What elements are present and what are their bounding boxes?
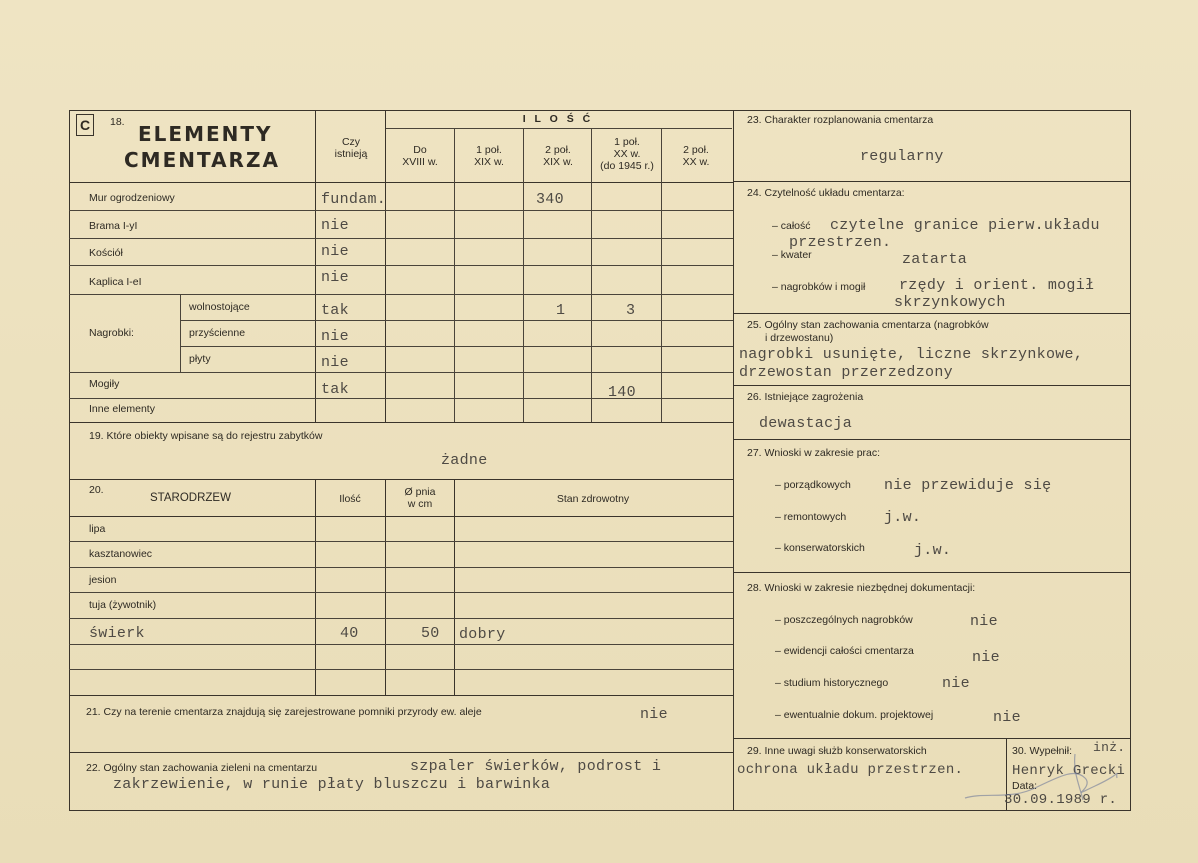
q26-bottom-line: [733, 439, 1130, 440]
field-number: 18.: [110, 116, 125, 128]
nagrobki-sub-divider: [180, 294, 181, 372]
q19-bottom-line: [69, 479, 733, 480]
q24-bottom-line: [733, 313, 1130, 314]
nagrobki-sub-label: przyścienne: [189, 327, 246, 339]
q21-bottom-line: [69, 752, 733, 753]
q22-answer-line2: zakrzewienie, w runie płaty bluszczu i barwinka: [113, 776, 551, 793]
element-label: Kaplica I-eI: [89, 276, 142, 288]
q24-label: 24. Czytelność układu cmentarza:: [747, 187, 905, 199]
q26-answer: dewastacja: [759, 415, 853, 432]
row-line: [69, 567, 733, 568]
q28-item-label: – ewentualnie dokum. projektowej: [775, 709, 934, 721]
q27-remontowych-label: – remontowych: [775, 511, 847, 523]
q27-konserwatorskich: j.w.: [914, 542, 952, 559]
q24-nagrobkow-label: – nagrobków i mogił: [772, 281, 866, 293]
row-line: [180, 320, 733, 321]
q23-bottom-line: [733, 181, 1130, 182]
row-line: [69, 210, 733, 211]
element-label: Mogiły: [89, 378, 120, 390]
signature-scribble: [955, 748, 1125, 812]
starodrzew-col-ilosc: Ilość: [339, 493, 361, 505]
starodrzew-col-line: [315, 479, 316, 695]
q28-item-answer: nie: [972, 649, 1000, 666]
nagrobki-sub-label: płyty: [189, 353, 211, 365]
starodrzew-bottom-line: [69, 695, 733, 696]
q25-answer-line2: drzewostan przerzedzony: [739, 364, 953, 381]
row-line: [69, 644, 733, 645]
q28-item-answer: nie: [970, 613, 998, 630]
tree-label: jesion: [89, 574, 117, 586]
col-line-1pol-xix: [454, 128, 455, 422]
element-label: Brama I-yI: [89, 220, 138, 232]
q30-date-label: Data:: [1012, 780, 1038, 792]
col-line-2pol-xix: [523, 128, 524, 422]
exists-value: tak: [321, 302, 349, 319]
exists-value: nie: [321, 269, 349, 286]
q28-item-label: – studium historycznego: [775, 677, 889, 689]
period-value: 3: [626, 302, 636, 319]
row-line: [180, 346, 733, 347]
q27-label: 27. Wnioski w zakresie prac:: [747, 447, 881, 459]
q24-calosc-line1: czytelne granice pierw.układu: [830, 217, 1100, 234]
q24-kwater-label: – kwater: [772, 249, 812, 261]
ilosc-underline: [386, 128, 732, 129]
row-line: [69, 238, 733, 239]
frame-top: [69, 110, 1131, 111]
q21-label: 21. Czy na terenie cmentarza znajdują się zarejestrowane pomniki przyrody ew. aleje: [86, 706, 482, 718]
starodrzew-header-line: [69, 516, 733, 517]
q29-label: 29. Inne uwagi służb konserwatorskich: [747, 745, 927, 757]
q28-bottom-line: [733, 738, 1130, 739]
period-header-2pol-xx: 2 poł. XX w.: [682, 144, 710, 168]
q22-answer-line1: szpaler świerków, podrost i: [410, 758, 662, 775]
header-bottom-line: [69, 182, 733, 183]
q23-label: 23. Charakter rozplanowania cmentarza: [747, 114, 934, 126]
q19-answer: żadne: [441, 452, 488, 469]
row-line: [69, 592, 733, 593]
row-line: [69, 541, 733, 542]
row-line: [69, 265, 733, 266]
period-header-2pol-xix: 2 poł. XIX w.: [543, 144, 573, 168]
period-value: 140: [608, 384, 636, 401]
q28-item-answer: nie: [942, 675, 970, 692]
q30-date: 30.09.1989 r.: [1004, 792, 1118, 808]
q23-answer: regularny: [860, 148, 944, 165]
q24-calosc-line2: przestrzen.: [789, 234, 892, 251]
q30-title: inż.: [1093, 740, 1126, 755]
col-line-exists: [315, 110, 316, 422]
exists-value: nie: [321, 243, 349, 260]
title-line2: CMENTARZA: [124, 148, 280, 172]
starodrzew-col-line: [385, 479, 386, 695]
period-header-1pol-xix: 1 poł. XIX w.: [474, 144, 504, 168]
period-header-1pol-xx: 1 poł. XX w. (do 1945 r.): [600, 136, 654, 172]
q25-answer-line1: nagrobki usunięte, liczne skrzynkowe,: [739, 346, 1084, 363]
q21-answer: nie: [640, 706, 668, 723]
exists-column-header: Czy istnieją: [334, 136, 368, 160]
q24-nagrobkow-line2: skrzynkowych: [894, 294, 1006, 311]
element-label: Mur ogrodzeniowy: [89, 192, 175, 204]
q28-item-label: – ewidencji całości cmentarza: [775, 645, 914, 657]
nagrobki-sub-label: wolnostojące: [189, 301, 250, 313]
q29-answer: ochrona układu przestrzen.: [737, 762, 964, 778]
starodrzew-col-line: [454, 479, 455, 695]
starodrzew-number: 20.: [89, 484, 104, 496]
tree-stan: dobry: [459, 626, 506, 643]
row-line: [69, 618, 733, 619]
nagrobki-label: Nagrobki:: [89, 327, 134, 339]
q27-konserwatorskich-label: – konserwatorskich: [775, 542, 865, 554]
q24-calosc-label: – całość: [772, 220, 811, 232]
element-label: Kościół: [89, 247, 123, 259]
period-value: 340: [536, 191, 564, 208]
q27-porzadkowych: nie przewiduje się: [884, 477, 1052, 494]
q30-name: Henryk Grecki: [1012, 763, 1126, 779]
q27-bottom-line: [733, 572, 1130, 573]
tree-pnia: 50: [421, 625, 440, 642]
exists-value: tak: [321, 381, 349, 398]
row-line: [69, 294, 733, 295]
column-divider: [733, 110, 734, 810]
q25-label-line2: i drzewostanu): [765, 332, 834, 344]
frame-left: [69, 110, 70, 810]
ilosc-header: I L O Ś Ć: [522, 113, 594, 125]
q26-label: 26. Istniejące zagrożenia: [747, 391, 864, 403]
frame-right: [1130, 110, 1131, 810]
q28-item-label: – poszczególnych nagrobków: [775, 614, 913, 626]
title-line1: ELEMENTY: [138, 122, 273, 146]
section-letter-box: C: [76, 114, 94, 136]
exists-value: fundam.: [321, 191, 387, 208]
tree-label: kasztanowiec: [89, 548, 153, 560]
q25-label-line1: 25. Ogólny stan zachowania cmentarza (nagrobków: [747, 319, 989, 331]
q22-label: 22. Ogólny stan zachowania zieleni na cmentarzu: [86, 762, 318, 774]
q30-label: 30. Wypełnił:: [1012, 745, 1073, 757]
q24-nagrobkow-line1: rzędy i orient. mogił: [899, 277, 1095, 294]
q28-label: 28. Wnioski w zakresie niezbędnej dokumentacji:: [747, 582, 976, 594]
starodrzew-col-stan: Stan zdrowotny: [556, 493, 630, 505]
starodrzew-col-pnia: Ø pnia w cm: [404, 486, 436, 510]
col-line-1pol-xx: [591, 128, 592, 422]
tree-label: tuja (żywotnik): [89, 599, 157, 611]
period-value: 1: [556, 302, 566, 319]
q27-porzadkowych-label: – porządkowych: [775, 479, 851, 491]
q24-kwater: zatarta: [902, 251, 968, 268]
period-header-xviii: Do XVIII w.: [402, 144, 438, 168]
q19-label: 19. Które obiekty wpisane są do rejestru zabytków: [89, 430, 323, 442]
tree-ilosc: 40: [340, 625, 359, 642]
q25-bottom-line: [733, 385, 1130, 386]
row-line: [69, 669, 733, 670]
starodrzew-title: STARODRZEW: [150, 492, 231, 504]
col-line-xviii: [385, 110, 386, 422]
row-line: [69, 422, 733, 423]
exists-value: nie: [321, 354, 349, 371]
exists-value: nie: [321, 217, 349, 234]
tree-label-typed: świerk: [89, 625, 145, 642]
q28-item-answer: nie: [993, 709, 1021, 726]
q27-remontowych: j.w.: [884, 509, 922, 526]
tree-label: lipa: [89, 523, 106, 535]
element-label: Inne elementy: [89, 403, 155, 415]
row-line: [69, 372, 733, 373]
exists-value: nie: [321, 328, 349, 345]
col-line-2pol-xx: [661, 128, 662, 422]
